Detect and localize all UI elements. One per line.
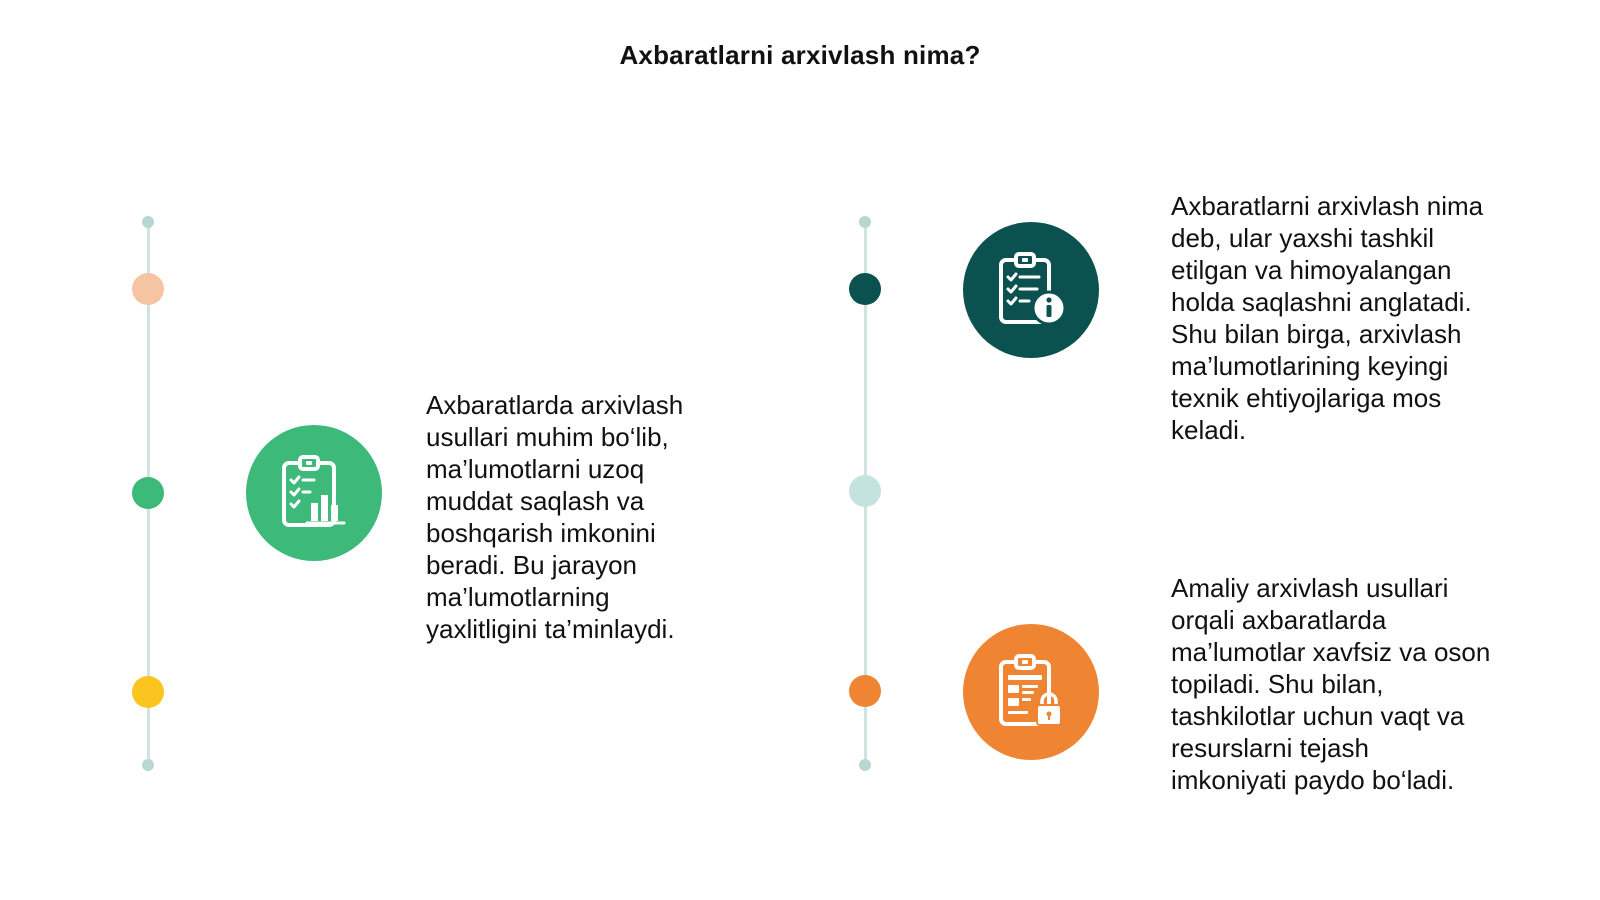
green-icon-circle — [246, 425, 382, 561]
left-timeline-start-dot — [142, 216, 154, 228]
left-timeline-yellow-dot — [132, 676, 164, 708]
middle-timeline-orange-dot — [849, 675, 881, 707]
middle-timeline-start-dot — [859, 216, 871, 228]
clipboard-info-icon — [991, 250, 1071, 330]
page-title: Axbaratlarni arxivlash nima? — [619, 40, 981, 70]
left-timeline-green-dot — [132, 477, 164, 509]
item-text-archiving-methods: Axbaratlarda arxivlash usullari muhim bo‘lib, ma’lumotlarni uzoq muddat saqlash va boshqarish imkonini beradi. Bu jarayon ma’lumotlarning yaxlitligini ta’minlaydi. — [426, 390, 684, 644]
left-timeline-peach-dot — [132, 273, 164, 305]
left-timeline-end-dot — [142, 759, 154, 771]
dark-teal-icon-circle — [963, 222, 1099, 358]
item-text-archiving-definition: Axbaratlarni arxivlash nima deb, ular yaxshi tashkil etilgan va himoyalangan holda saqlashni anglatadi. Shu bilan birga, arxivlash ma’lumotlarining keyingi texnik ehtiyojlariga mos keladi. — [1171, 191, 1484, 445]
orange-icon-circle — [963, 624, 1099, 760]
middle-timeline-teal-dot — [849, 273, 881, 305]
item-text-practical-archiving: Amaliy arxivlash usullari orqali axbaratlarda ma’lumotlar xavfsiz va oson topiladi. Shu bilan, tashkilotlar uchun vaqt va resurslarni tejash imkoniyati paydo bo‘ladi. — [1171, 573, 1491, 795]
clipboard-chart-icon — [274, 453, 354, 533]
middle-timeline-end-dot — [859, 759, 871, 771]
middle-timeline-light-teal-dot — [849, 475, 881, 507]
clipboard-lock-icon — [991, 652, 1071, 732]
